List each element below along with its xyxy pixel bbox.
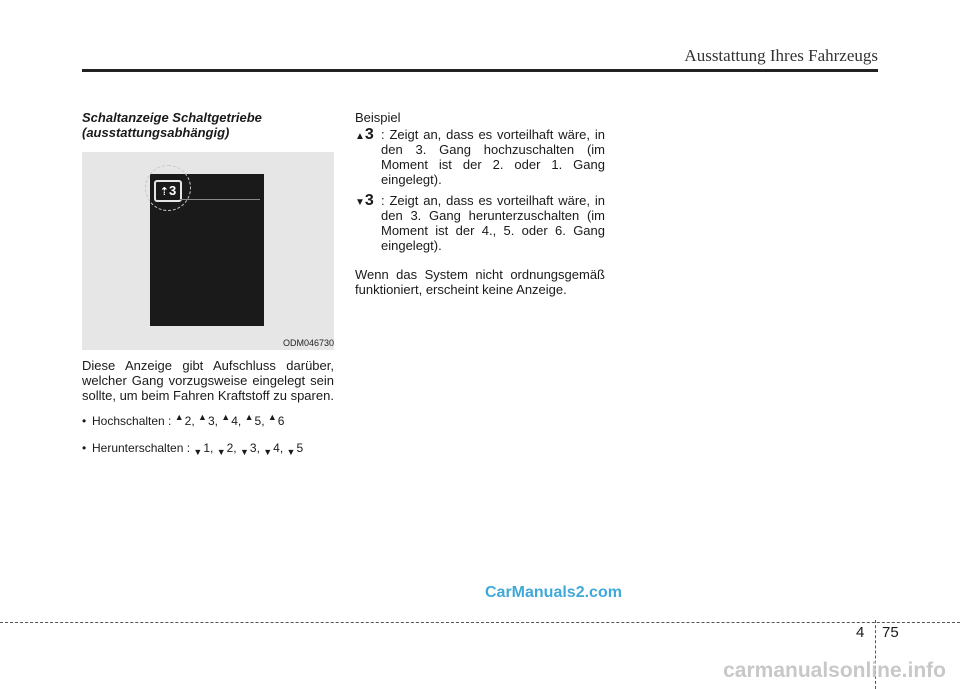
down-triangle-icon: ▼: [286, 447, 296, 457]
left-column: [82, 110, 334, 467]
instrument-display: [150, 174, 264, 326]
down-triangle-icon: ▼: [355, 197, 365, 208]
downshift-example: [355, 193, 605, 253]
page-header-title: Ausstattung Ihres Fahrzeugs: [684, 46, 878, 65]
upshift-symbol: ▲3: [355, 126, 374, 143]
bullet-icon: •: [82, 441, 87, 455]
chapter-number: 4: [856, 624, 865, 641]
up-triangle-icon: ▲: [174, 412, 184, 422]
shift-indicator-value: 3: [168, 183, 177, 198]
up-triangle-icon: ▲: [244, 412, 254, 422]
upshift-label: Hochschalten :: [92, 414, 172, 428]
page-number: 75: [882, 624, 899, 641]
downshift-gear: $_▼$4: [263, 441, 280, 457]
downshift-gear: $_▼$1: [193, 441, 211, 457]
down-triangle-icon: ▼: [239, 447, 249, 457]
up-triangle-icon: ▲: [355, 131, 365, 142]
upshift-gear: ▲6: [267, 412, 285, 428]
upshift-gear: ▲2: [174, 412, 192, 428]
downshift-gear: $_▼$3: [239, 441, 257, 457]
footer-divider: [0, 622, 960, 623]
downshift-label: Herunterschalten :: [92, 441, 191, 455]
description-paragraph: Diese Anzeige gibt Aufschluss darüber, welcher Gang vorzugsweise eingelegt sein sollte, um beim Fahren Kraftstoff zu sparen.: [82, 358, 334, 403]
down-triangle-icon: ▼: [216, 447, 226, 457]
up-triangle-icon: ▲: [221, 412, 231, 422]
closing-paragraph: Wenn das System nicht ordnungsgemäß funktioniert, erscheint keine Anzeige.: [355, 267, 605, 297]
upshift-example-text: : Zeigt an, dass es vorteilhaft wäre, in den 3. Gang hochzuschalten (im Moment ist der 2. oder 1. Gang eingelegt).: [381, 127, 605, 187]
upshift-gear: ▲4: [221, 412, 238, 428]
downshift-symbol: ▼3: [355, 192, 374, 209]
downshift-gear: $_▼$5: [286, 441, 304, 457]
display-divider: [180, 199, 260, 200]
site-watermark: carmanualsonline.info: [723, 659, 946, 682]
bullet-icon: •: [82, 414, 87, 428]
upshift-item: • Hochschalten : ▲2, ▲3, ▲4, ▲5, ▲6: [82, 412, 285, 428]
right-column: [355, 110, 605, 297]
down-triangle-icon: ▼: [263, 447, 273, 457]
upshift-gear: ▲5: [244, 412, 262, 428]
downshift-gear: $_▼$2: [216, 441, 234, 457]
up-triangle-icon: ▲: [198, 412, 207, 422]
up-triangle-icon: ▲: [267, 412, 277, 422]
gear-display-figure: [82, 152, 334, 350]
shift-indicator: [154, 180, 182, 202]
downshift-item: • Herunterschalten : $_▼$1, $_▼$2, $_▼$3, $_▼$4, $_▼$5: [82, 441, 304, 457]
up-arrow-icon: ⇡: [159, 186, 169, 198]
section-heading: [82, 110, 334, 140]
header-divider: [82, 69, 878, 72]
down-triangle-icon: ▼: [193, 447, 203, 457]
section-heading-line1: Schaltanzeige Schaltgetriebe: [82, 110, 262, 125]
upshift-example: [355, 127, 605, 187]
watermark-link[interactable]: CarManuals2.com: [485, 584, 622, 601]
shift-list: [82, 413, 334, 457]
section-heading-line2: (ausstattungsabhängig): [82, 125, 230, 140]
downshift-example-text: : Zeigt an, dass es vorteilhaft wäre, in den 3. Gang herunterzuschalten (im Moment ist der 4., 5. oder 6. Gang eingelegt).: [381, 193, 605, 253]
figure-label: ODM046730: [282, 338, 334, 348]
upshift-gear: ▲3: [198, 412, 215, 428]
example-label: Beispiel: [355, 110, 401, 125]
